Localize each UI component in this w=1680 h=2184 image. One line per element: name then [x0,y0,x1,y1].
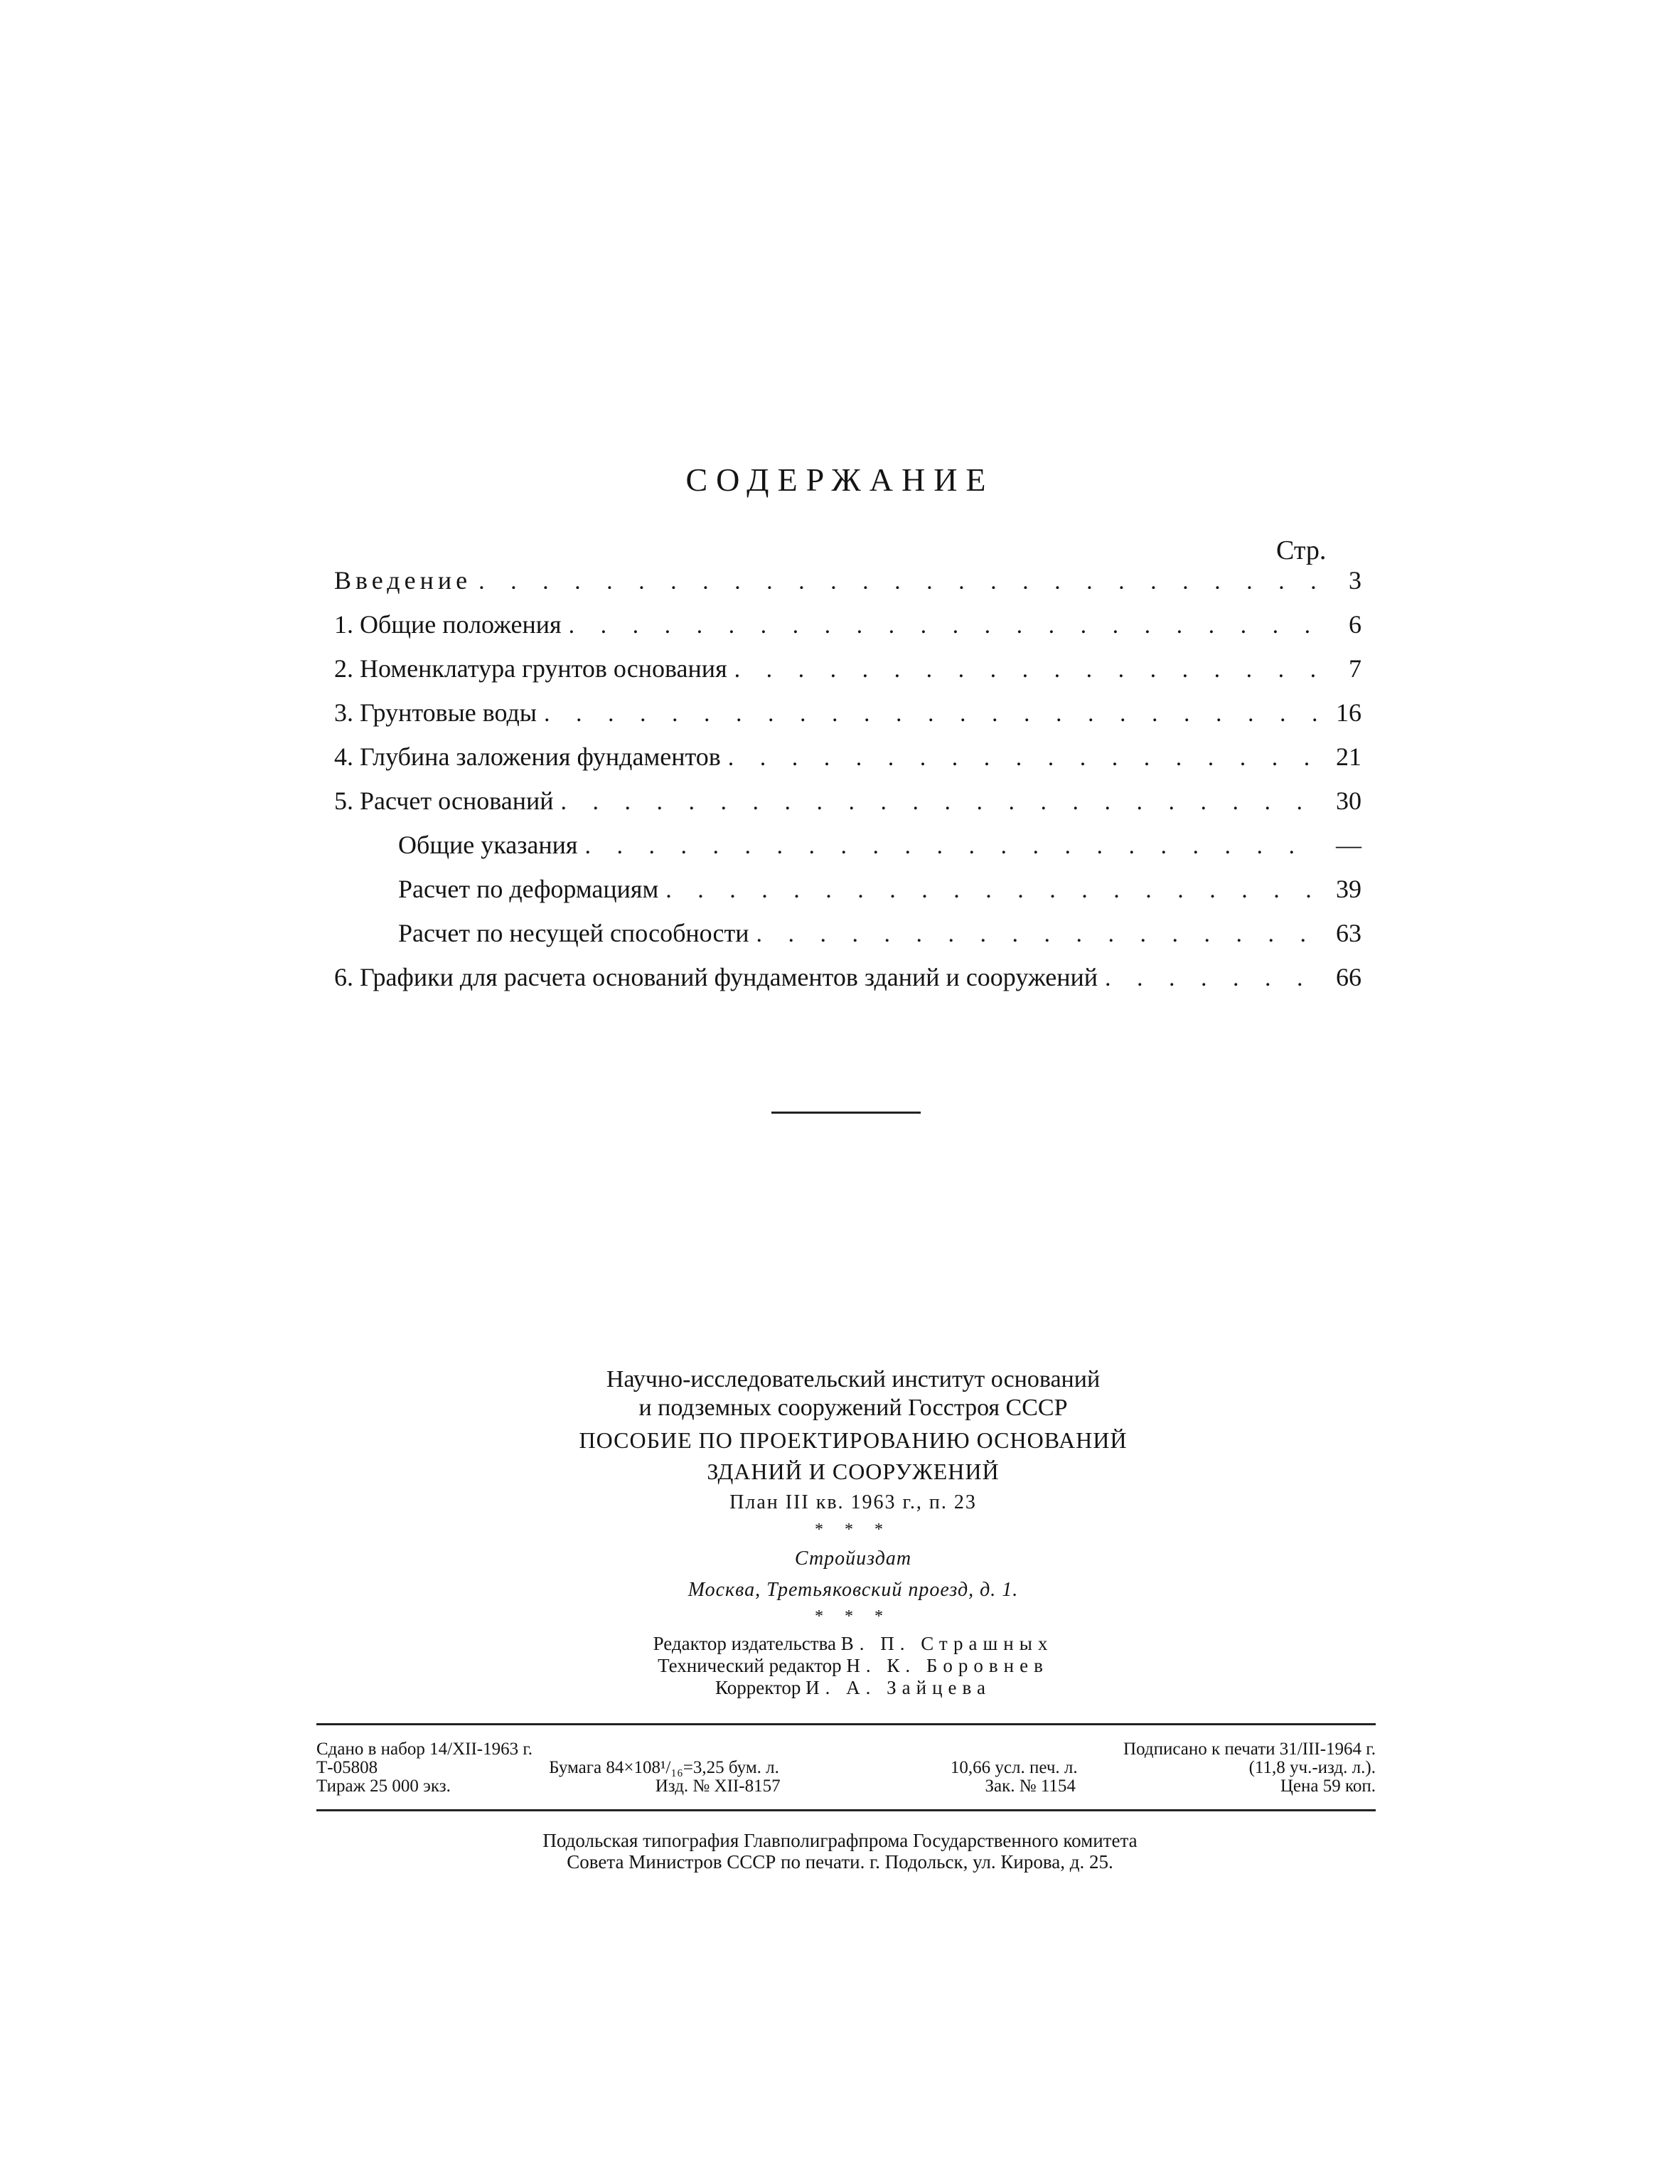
toc-heading: СОДЕРЖАНИЕ [685,462,995,498]
tech-editor-role: Технический редактор [658,1655,842,1676]
signed-for-print-date: Подписано к печати 31/III-1964 г. [1123,1740,1376,1759]
editor-line [498,1633,1209,1655]
toc-item-label: Введение [334,566,472,595]
colophon [316,1740,1376,1796]
colophon-bottom-rule [316,1809,1376,1811]
toc-item-page: 7 [1349,654,1361,683]
toc-item-page: 16 [1336,698,1361,727]
toc-item-label: Расчет по несущей способности [398,919,749,947]
publisher-sheets: (11,8 уч.-изд. л.). [1248,1758,1376,1777]
toc-item-general-instructions[interactable] [334,823,1361,867]
corrector-role: Корректор [715,1677,801,1698]
toc-dot-leader [569,604,1319,648]
toc-item-page: 63 [1336,919,1361,947]
toc-dot-leader [728,736,1319,780]
corrector-line [498,1677,1209,1699]
paper-format: Бумага 84×108¹/₁₆=3,25 бум. л. [549,1758,779,1777]
toc-item-page: 39 [1336,875,1361,903]
editor-name: В. П. Страшных [840,1633,1054,1654]
censor-code: Т-05808 [316,1758,378,1777]
institute-name-line-2: и подземных сооружений Госстроя СССР [638,1395,1068,1421]
toc-item-label: 2. Номенклатура грунтов основания [334,654,727,683]
print-sheets: 10,66 усл. печ. л. [950,1758,1078,1777]
colophon-top-rule [316,1723,1376,1725]
corrector-name: И. А. Зайцева [806,1677,991,1698]
printer-info-line-1: Подольская типография Главполиграфпрома Государственного комитета [542,1830,1138,1851]
price: Цена 59 коп. [1280,1777,1376,1796]
separator-asterisks: * * * [815,1607,892,1626]
toc-dot-leader [585,824,1320,868]
toc-item-deformation-calculation[interactable] [334,867,1361,911]
toc-item-calculation-charts[interactable] [334,955,1361,999]
toc-item-page: 30 [1336,787,1361,815]
colophon-row-1 [316,1740,1376,1759]
printer-info [0,1830,1680,1873]
toc-item-foundation-depth[interactable] [334,735,1361,779]
toc-item-label: 4. Глубина заложения фундаментов [334,742,721,771]
tech-editor-name: Н. К. Боровнев [846,1655,1049,1676]
table-of-contents [334,558,1361,999]
book-title-line-1: ПОСОБИЕ ПО ПРОЕКТИРОВАНИЮ ОСНОВАНИЙ [579,1427,1128,1453]
publication-plan: План III кв. 1963 г., п. 23 [729,1491,977,1513]
toc-page-column-label: Стр. [1276,536,1327,565]
toc-dot-leader [478,560,1319,604]
toc-item-label: 6. Графики для расчета оснований фундаментов зданий и сооружений [334,963,1098,991]
toc-item-introduction[interactable] [334,558,1361,602]
toc-item-page: 66 [1336,963,1361,991]
toc-item-page: 3 [1349,566,1361,595]
toc-item-page: — [1336,831,1361,859]
colophon-row-3 [316,1777,1376,1796]
editorial-staff [498,1633,1209,1699]
toc-dot-leader [544,692,1319,736]
toc-item-label: Расчет по деформациям [398,875,659,903]
print-run: Тираж 25 000 экз. [316,1777,451,1796]
edition-number: Изд. № XII-8157 [655,1777,781,1796]
toc-item-label: 1. Общие положения [334,610,562,639]
typeset-date: Сдано в набор 14/XII-1963 г. [316,1740,533,1759]
toc-item-general-provisions[interactable] [334,602,1361,646]
section-divider [771,1112,921,1114]
toc-item-page: 6 [1349,610,1361,639]
editor-role: Редактор издательства [653,1633,836,1654]
toc-item-groundwater[interactable] [334,691,1361,735]
book-title-line-2: ЗДАНИЙ И СООРУЖЕНИЙ [707,1459,1000,1484]
colophon-row-2 [316,1759,1376,1777]
imprint-block [498,1365,1209,1699]
publisher-name: Стройиздат [794,1548,912,1570]
printer-info-line-2: Совета Министров СССР по печати. г. Подольск, ул. Кирова, д. 25. [567,1851,1113,1873]
toc-item-label: 5. Расчет оснований [334,787,554,815]
order-number: Зак. № 1154 [985,1777,1076,1796]
toc-dot-leader [734,648,1319,692]
toc-item-bearing-capacity-calculation[interactable] [334,911,1361,955]
toc-dot-leader [756,912,1319,957]
toc-item-page: 21 [1336,742,1361,771]
toc-item-label: Общие указания [398,831,578,859]
tech-editor-line [498,1655,1209,1677]
toc-dot-leader [561,780,1319,824]
toc-dot-leader [665,868,1319,912]
institute-name-line-1: Научно-исследовательский институт оснований [606,1366,1101,1392]
toc-item-soil-nomenclature[interactable] [334,646,1361,691]
publisher-address: Москва, Третьяковский проезд, д. 1. [687,1579,1019,1601]
toc-item-base-calculation[interactable] [334,779,1361,823]
toc-item-label: 3. Грунтовые воды [334,698,537,727]
separator-asterisks: * * * [815,1520,892,1539]
toc-dot-leader [1105,957,1319,1001]
